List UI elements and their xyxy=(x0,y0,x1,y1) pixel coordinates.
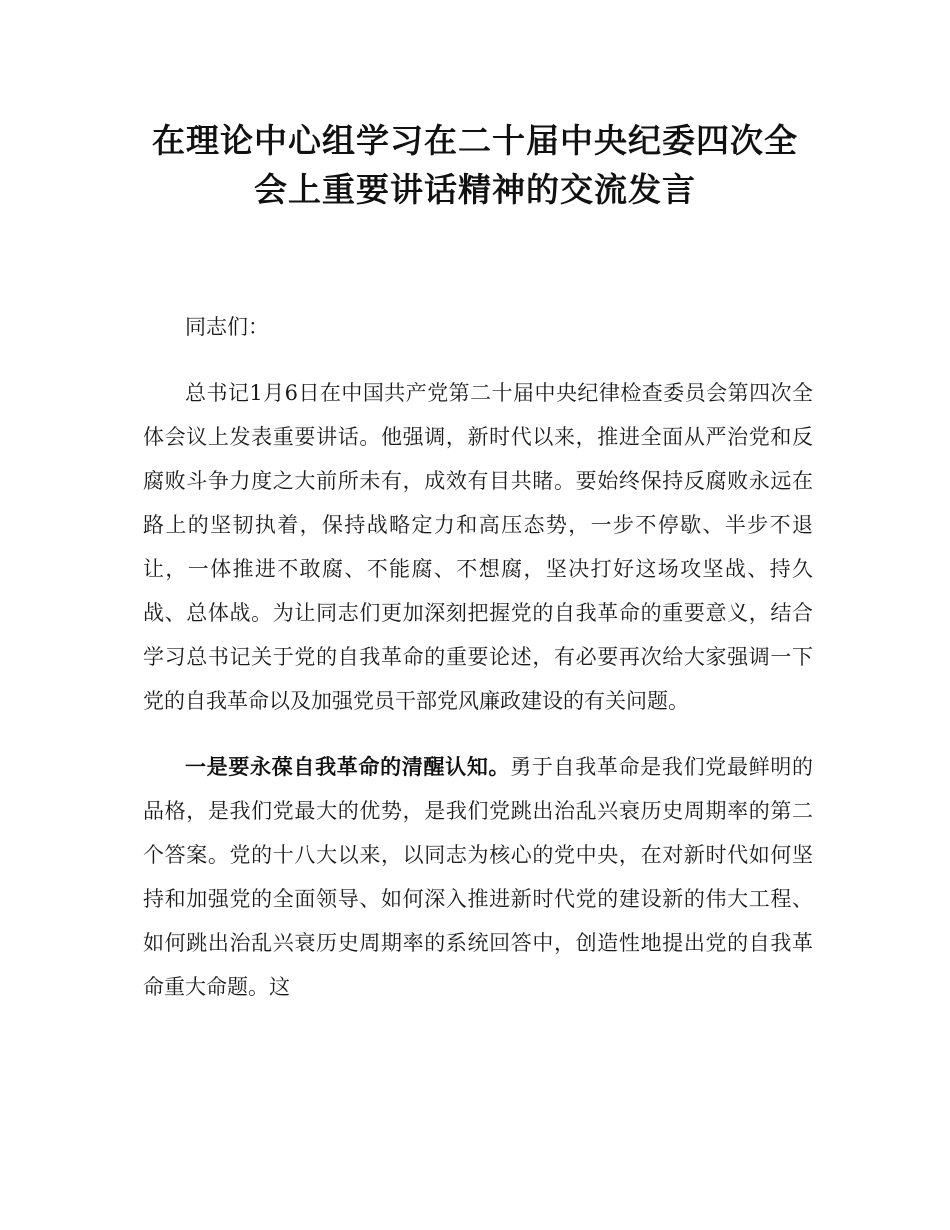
document-body xyxy=(143,305,813,1009)
salutation: 同志们： xyxy=(185,315,269,339)
title-line-2: 会上重要讲话精神的交流发言 xyxy=(254,170,696,209)
paragraph-2-text: 勇于自我革命是我们党最鲜明的品格，是我们党最大的优势，是我们党跳出治乱兴衰历史周期率的第二个答案。党的十八大以来，以同志为核心的党中央，在对新时代如何坚持和加强党的全面领导、如何深入推进新时代党的建设新的伟大工程、如何跳出治乱兴衰历史周期率的系统回答中，创造性地提出党的自我革命重大命题。这 xyxy=(143,755,814,999)
paragraph-1: 总书记1月6日在中国共产党第二十届中央纪律检查委员会第四次全体会议上发表重要讲话。他强调，新时代以来，推进全面从严治党和反腐败斗争力度之大前所未有，成效有目共睹。要始终保持反腐败永远在路上的坚韧执着，保持战略定力和高压态势，一步不停歇、半步不退让，一体推进不敢腐、不能腐、不想腐，坚决打好这场攻坚战、持久战、总体战。为让同志们更加深刻把握党的自我革命的重要意义，结合学习总书记关于党的自我革命的重要论述，有必要再次给大家强调一下党的自我革命以及加强党员干部党风廉政建设的有关问题。 xyxy=(143,381,813,713)
paragraph-2-lead: 一是要永葆自我革命的清醒认知。 xyxy=(185,755,511,779)
title-line-1: 在理论中心组学习在二十届中央纪委四次全 xyxy=(152,121,798,160)
document-title xyxy=(120,116,830,214)
paragraph-2 xyxy=(143,745,813,1009)
